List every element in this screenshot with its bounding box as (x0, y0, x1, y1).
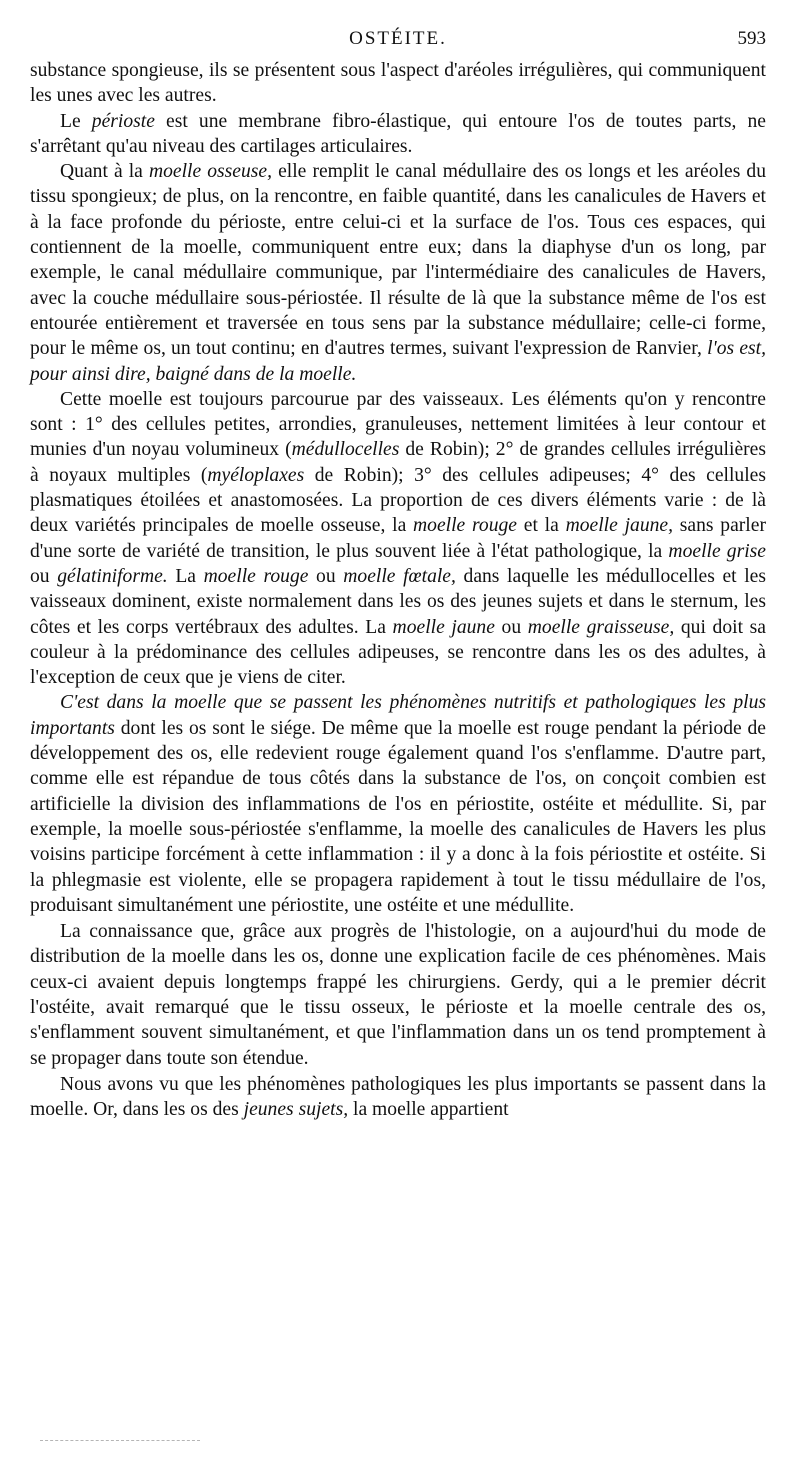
italic-text-run: moelle jaune, (565, 515, 674, 537)
text-run: et la (517, 515, 566, 537)
footer-rule (40, 1440, 200, 1441)
text-run: de Robin); 3° des cellules adipeuses; 4° des cellules plasmatiques étoilées et anastomosées. La proportion de ces divers éléments varie : de là deux variétés principales de moelle osseuse, la (30, 464, 766, 537)
page-number: 593 (737, 28, 766, 49)
paragraph (30, 58, 766, 109)
text-run: Quant à la (60, 161, 149, 183)
paragraph (30, 919, 766, 1071)
running-head (30, 28, 766, 58)
text-run: sans parler d'une sorte de variété de transition, le plus souvent liée à l'état pathologique, la (30, 515, 766, 562)
text-run: Cette moelle est toujours parcourue par des vaisseaux. Les éléments qu'on y rencontre sont : 1° des cellules petites, arrondies, granuleuses, nettement limitées à leur contour et munies d'un noyau volumineux ( (30, 388, 766, 461)
running-title: OSTÉITE. (349, 28, 447, 49)
text-run: de Robin); 2° de grandes cellules irrégulières à noyaux multiples ( (30, 439, 766, 486)
book-page (30, 28, 766, 1122)
italic-text-run: l'os est, pour ainsi dire, baigné dans de la moelle. (30, 338, 766, 385)
paragraph (30, 159, 766, 387)
paragraph (30, 690, 766, 918)
italic-text-run: médullocelles (291, 439, 400, 461)
italic-text-run: moelle graisseuse, (527, 616, 675, 638)
paragraph (30, 1072, 766, 1123)
italic-text-run: moelle grise (668, 540, 766, 562)
text-run: qui doit sa couleur à la prédominance des cellules adipeuses, se rencontre dans les os des adultes, à l'exception de ceux que je viens de citer. (30, 616, 766, 689)
italic-text-run: moelle fœtale, (343, 565, 456, 587)
italic-text-run: moelle jaune (392, 616, 495, 638)
italic-text-run: périoste (91, 110, 155, 132)
body-text (30, 58, 766, 1122)
paragraph (30, 387, 766, 691)
text-run: ou (494, 616, 528, 638)
text-run: La (167, 565, 204, 587)
italic-text-run: C'est dans la moelle que se passent les phénomènes nutritifs et pathologiques les plus importants (30, 692, 766, 739)
text-run: La connaissance que, grâce aux progrès de l'histologie, on a aujourd'hui du mode de distribution de la moelle dans les os, donne une explication facile de ces phénomènes. Mais ceux-ci avaient depuis longtemps frappé les chirurgiens. Gerdy, qui a le premier décrit l'ostéite, avait remarqué que le tissu osseux, le périoste et la moelle centrale des os, s'enflamment souvent simultanément, et que l'inflammation dans un os tend promptement à se propager dans toute son étendue. (30, 921, 766, 1069)
italic-text-run: myéloplaxes (207, 464, 305, 486)
italic-text-run: jeunes sujets, (243, 1099, 349, 1121)
paragraph (30, 109, 766, 160)
text-run: Nous avons vu que les phénomènes pathologiques les plus importants se passent dans la moelle. Or, dans les os des (30, 1073, 766, 1121)
italic-text-run: moelle rouge (203, 565, 309, 587)
text-run: la moelle appartient (348, 1099, 509, 1121)
text-run: Le (60, 110, 92, 132)
italic-text-run: gélatiniforme. (57, 565, 168, 587)
text-run: dans laquelle les médullocelles et les vaisseaux dominent, existe normalement dans les os des jeunes sujets et dans le sternum, les côtes et les corps vertébraux des adultes. La (30, 565, 767, 638)
italic-text-run: moelle rouge (413, 515, 518, 537)
text-run: elle remplit le canal médullaire des os longs et les aréoles du tissu spongieux; de plus, on la rencontre, en faible quantité, dans les canalicules de Havers et à la face profonde du périoste, entre celui-ci et la surface de l'os. Tous ces espaces, qui contiennent de la moelle, communiquent entre eux; dans la diaphyse d'un os long, par exemple, le canal médullaire communique, par l'intermédiaire des canalicules de Havers, avec la couche médullaire sous-périostée. Il résulte de là que la substance même de l'os est entourée entièrement et traversée en tous sens par la substance médullaire; celle-ci forme, pour le même os, un tout continu; en d'autres termes, suivant l'expression de Ranvier, (30, 161, 766, 360)
text-run: ou (30, 565, 58, 587)
italic-text-run: moelle osseuse, (148, 161, 273, 183)
text-run: ou (308, 565, 344, 587)
text-run: est une membrane fibro-élastique, qui entoure l'os de toutes parts, ne s'arrêtant qu'au niveau des cartilages articulaires. (30, 110, 766, 157)
text-run: substance spongieuse, ils se présentent sous l'aspect d'aréoles irrégulières, qui communiquent les unes avec les autres. (30, 60, 766, 107)
text-run: dont les os sont le siége. De même que la moelle est rouge pendant la période de développement des os, elle redevient rouge également quand l'os s'enflamme. D'autre part, comme elle est répandue de tous côtés dans la substance de l'os, on conçoit combien est artificielle la division des inflammations de l'os en périostite, ostéite et médullite. Si, par exemple, la moelle sous-périostée s'enflamme, la moelle des canalicules de Havers les plus voisins participe forcément à cette inflammation : il y a donc à la fois périostite et ostéite. Si la phlegmasie est violente, elle se propagera rapidement à tout le tissu médullaire de l'os, produisant simultanément une périostite, une ostéite et une médullite. (30, 717, 766, 916)
